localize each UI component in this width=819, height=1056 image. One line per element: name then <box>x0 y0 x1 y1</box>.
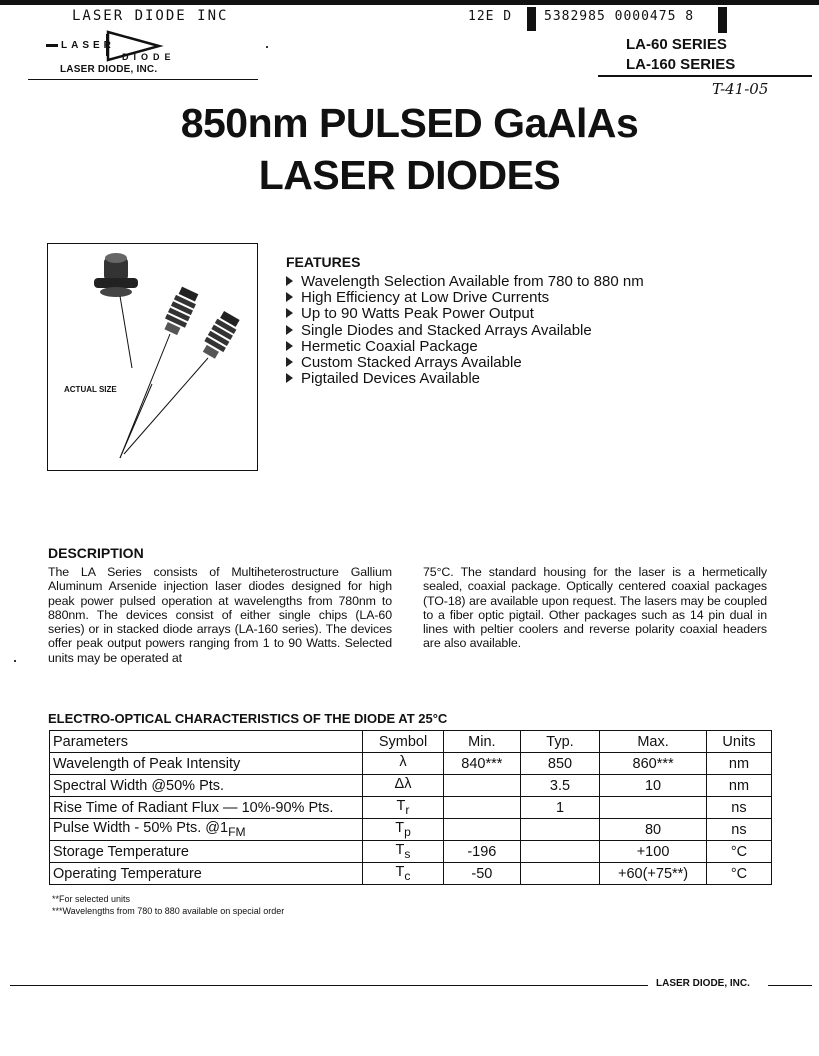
series-label: LA-60 SERIES <box>626 36 727 53</box>
column-header: Typ. <box>520 731 599 753</box>
footer-rule <box>768 985 812 986</box>
symbol-cell: $T_c$ <box>363 863 444 885</box>
header-code: 12E D <box>468 9 513 24</box>
typ-cell: 850 <box>520 753 599 775</box>
bullet-arrow-icon <box>286 341 293 351</box>
table-row <box>50 753 772 775</box>
logo-text-bottom: DIODE <box>122 52 176 62</box>
bullet-arrow-icon <box>286 325 293 335</box>
table-header-row <box>50 731 772 753</box>
header-mark <box>527 7 536 31</box>
description-heading: DESCRIPTION <box>48 545 144 561</box>
footnote: ***Wavelengths from 780 to 880 available on special order <box>52 906 285 916</box>
page-title: 850nm PULSED GaAlAs <box>180 100 639 146</box>
min-cell <box>443 775 520 797</box>
symbol-cell: λ <box>363 753 444 775</box>
typ-cell: 3.5 <box>520 775 599 797</box>
logo-text-top: LASER <box>61 40 115 51</box>
min-cell: -196 <box>443 841 520 863</box>
typ-cell <box>520 819 599 841</box>
table-row <box>50 863 772 885</box>
company-logo <box>44 30 224 64</box>
description-column-2: 75°C. The standard housing for the laser is a hermetically sealed, coaxial package. Optically centered coaxial packages (TO-18) are available upon request. The lasers may be coupled to a fiber optic pigtail. Other packages such as 14 pin dual in lines with peltier coolers and reverse polarity coaxial headers are also available. <box>423 565 767 651</box>
param-cell: Operating Temperature <box>50 863 363 885</box>
header-codes: 5382985 0000475 8 <box>544 9 695 24</box>
list-item: Wavelength Selection Available from 780 to 880 nm <box>286 274 644 290</box>
symbol-cell: $T_s$ <box>363 841 444 863</box>
list-item: Hermetic Coaxial Package <box>286 339 644 355</box>
max-cell: 860*** <box>600 753 707 775</box>
footnote: **For selected units <box>52 894 131 904</box>
series-label: LA-160 SERIES <box>626 56 736 73</box>
list-item: Custom Stacked Arrays Available <box>286 355 644 371</box>
unit-cell: nm <box>706 775 771 797</box>
max-cell: +100 <box>600 841 707 863</box>
diode-stud-2 <box>161 286 200 337</box>
column-header: Units <box>706 731 771 753</box>
unit-cell: °C <box>706 863 771 885</box>
max-cell: 10 <box>600 775 707 797</box>
min-cell <box>443 819 520 841</box>
header-mark <box>718 7 727 33</box>
typ-cell <box>520 863 599 885</box>
param-cell: Storage Temperature <box>50 841 363 863</box>
page-title: LASER DIODES <box>258 152 561 198</box>
symbol-cell: $T_p$ <box>363 819 444 841</box>
typ-cell <box>520 841 599 863</box>
header-company: LASER DIODE INC <box>72 8 229 24</box>
features-heading: FEATURES <box>286 254 361 270</box>
bullet-arrow-icon <box>286 357 293 367</box>
table-row <box>50 775 772 797</box>
footer-rule <box>10 985 648 986</box>
table-row <box>50 841 772 863</box>
min-cell: 840*** <box>443 753 520 775</box>
header-rule <box>28 79 258 80</box>
handwritten-note: T-41-05 <box>712 80 769 98</box>
column-header: Parameters <box>50 731 363 753</box>
table-row <box>50 819 772 841</box>
param-cell: Pulse Width - 50% Pts. $@1_{FM}$ <box>50 819 363 841</box>
unit-cell: ns <box>706 797 771 819</box>
photo-caption: ACTUAL SIZE <box>64 385 117 394</box>
symbol-cell: Δλ <box>363 775 444 797</box>
list-item: Single Diodes and Stacked Arrays Available <box>286 323 644 339</box>
param-cell: Spectral Width @50% Pts. <box>50 775 363 797</box>
column-header: Max. <box>600 731 707 753</box>
max-cell: +60(+75**) <box>600 863 707 885</box>
bullet-arrow-icon <box>286 373 293 383</box>
column-header: Min. <box>443 731 520 753</box>
speck <box>14 660 16 662</box>
header-rule <box>598 75 812 77</box>
characteristics-table <box>49 730 772 885</box>
laser-diode-photo <box>48 244 256 469</box>
table-row <box>50 797 772 819</box>
unit-cell: ns <box>706 819 771 841</box>
footer-company: LASER DIODE, INC. <box>656 978 750 989</box>
bullet-arrow-icon <box>286 292 293 302</box>
min-cell <box>443 797 520 819</box>
bullet-arrow-icon <box>286 276 293 286</box>
description-column-1: The LA Series consists of Multiheterostructure Gallium Aluminum Arsenide injection laser diodes designed for high peak power pulsed operation at wavelengths from 780nm to 880nm. The devices consist of either single chips (LA-60 series) or in stacked diode arrays (LA-160 series). The devices offer peak output powers ranging from 1 to 90 Watts. Selected units may be operated at <box>48 565 392 665</box>
list-item: Pigtailed Devices Available <box>286 371 644 387</box>
table-heading: ELECTRO-OPTICAL CHARACTERISTICS OF THE DIODE AT 25°C <box>48 711 448 726</box>
list-item: High Efficiency at Low Drive Currents <box>286 290 644 306</box>
diode-stud-3 <box>199 310 241 361</box>
min-cell: -50 <box>443 863 520 885</box>
unit-cell: °C <box>706 841 771 863</box>
top-border <box>0 0 819 5</box>
logo-caption: LASER DIODE, INC. <box>60 64 158 75</box>
unit-cell: nm <box>706 753 771 775</box>
param-cell: Wavelength of Peak Intensity <box>50 753 363 775</box>
diode-can-1 <box>94 253 138 368</box>
features-list <box>286 274 644 387</box>
typ-cell: 1 <box>520 797 599 819</box>
bullet-arrow-icon <box>286 308 293 318</box>
column-header: Symbol <box>363 731 444 753</box>
list-item: Up to 90 Watts Peak Power Output <box>286 306 644 322</box>
max-cell: 80 <box>600 819 707 841</box>
max-cell <box>600 797 707 819</box>
symbol-cell: $T_r$ <box>363 797 444 819</box>
speck <box>266 46 268 48</box>
param-cell: Rise Time of Radiant Flux — 10%-90% Pts. <box>50 797 363 819</box>
